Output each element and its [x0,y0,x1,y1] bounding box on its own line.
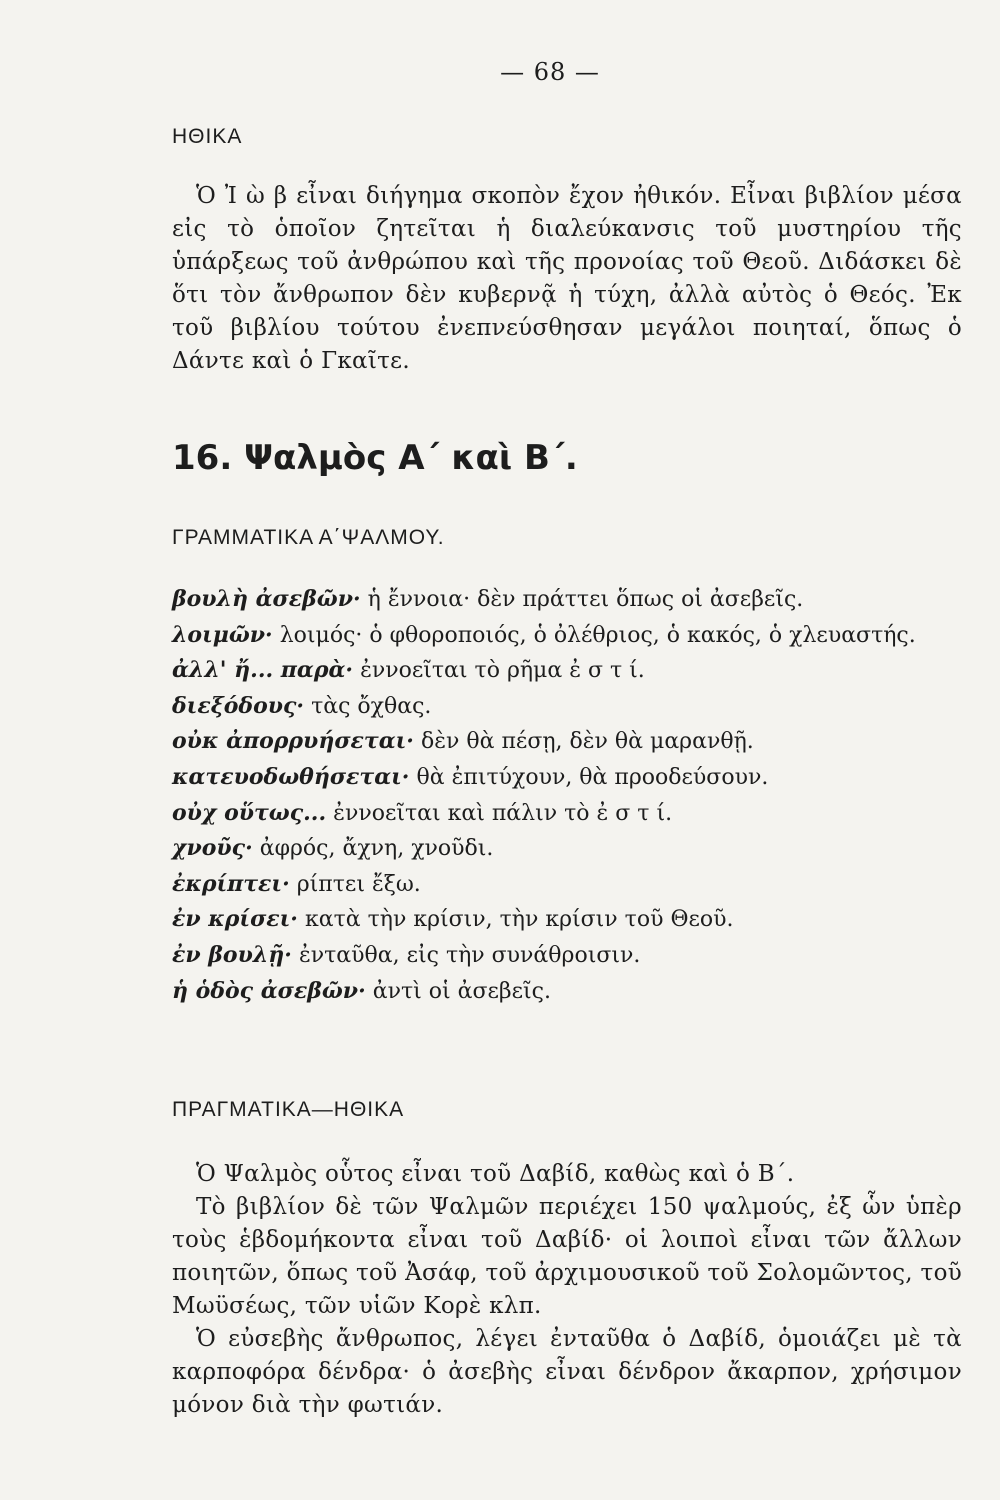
glossary-entry [172,618,962,654]
glossary-definition: ἐννοεῖται καὶ πάλιν τὸ ἐ σ τ ί. [333,800,673,826]
glossary-definition: κατὰ τὴν κρίσιν, τὴν κρίσιν τοῦ Θεοῦ. [304,907,734,933]
pragmatika-paragraph: Ὁ Ψαλμὸς οὗτος εἶναι τοῦ Δαβίδ, καθὼς καὶ ὁ Β΄. [196,1161,795,1187]
glossary-term: οὐχ οὕτως... [172,799,327,826]
ethika-text: Ὁ Ἰ ὼ β εἶναι διήγημα σκοπὸν ἔχον ἠθικόν. Εἶναι βιβλίον μέσα εἰς τὸ ὁποῖον ζητεῖται ἡ διαλεύκανσις τοῦ μυστηρίου τῆς ὑπάρξεως τοῦ ἀνθρώπου καὶ τῆς προνοίας τοῦ Θεοῦ. Διδάσκει δὲ ὅτι τὸν ἄνθρωπον δὲν κυβερνᾷ ἡ τύχη, ἀλλὰ αὐτὸς ὁ Θεός. Ἐκ τοῦ βιβλίου τούτου ἐνεπνεύσθησαν μεγάλοι ποιηταί, ὅπως ὁ Δάντε καὶ ὁ Γκαῖτε. [172,183,962,374]
glossary-entry [172,867,962,903]
glossary-term: ἀλλ' ἤ... παρὰ· [172,657,354,684]
glossary-entry [172,582,962,618]
glossary-term: βουλὴ ἀσεβῶν· [172,586,361,612]
glossary-definition: ἀφρός, ἄχνη, χνοῦδι. [259,836,494,862]
glossary-term: ἐν βουλῇ· [172,941,292,968]
glossary-term: κατευοδωθήσεται· [172,763,410,790]
glossary-definition: ἐνταῦθα, εἰς τὴν συνάθροισιν. [298,942,641,968]
glossary-term: ἐκρίπτει· [172,870,290,897]
glossary-entry [172,653,962,689]
glossary-term: ἡ ὁδὸς ἀσεβῶν· [172,977,366,1004]
glossary [172,582,962,1009]
glossary-entry [172,938,962,974]
pragmatika-paragraph: Ὁ εὐσεβὴς ἄνθρωπος, λέγει ἐνταῦθα ὁ Δαβίδ, ὁμοιάζει μὲ τὰ καρποφόρα δένδρα· ὁ ἀσεβὴς εἶναι δένδρον ἄκαρπον, χρήσιμον μόνον διὰ τὴν φωτιάν. [172,1326,962,1418]
pragmatika-paragraphs [172,1158,962,1422]
glossary-definition: ἀντὶ οἱ ἀσεβεῖς. [372,978,551,1004]
glossary-definition: λοιμός· ὁ φθοροποιός, ὁ ὀλέθριος, ὁ κακός, ὁ χλευαστής. [279,622,916,648]
glossary-definition: ἐννοεῖται τὸ ρῆμα ἐ σ τ ί. [360,658,645,684]
glossary-entry [172,902,962,938]
glossary-definition: ἡ ἔννοια· δὲν πράττει ὅπως οἱ ἀσεβεῖς. [367,587,804,612]
glossary-entry [172,796,962,832]
glossary-definition: τὰς ὄχθας. [311,693,432,719]
glossary-definition: ρίπτει ἔξω. [296,871,421,897]
glossary-term: λοιμῶν· [172,621,273,648]
pragmatika-paragraph: Τὸ βιβλίον δὲ τῶν Ψαλμῶν περιέχει 150 ψαλμούς, ἐξ ὧν ὑπὲρ τοὺς ἑβδομήκοντα εἶναι τοῦ Δαβίδ· οἱ λοιποὶ εἶναι τῶν ἄλλων ποιητῶν, ὅπως τοῦ Ἀσάφ, τοῦ ἀρχιμουσικοῦ τοῦ Σολομῶντος, τοῦ Μωϋσέως, τῶν υἱῶν Κορὲ κλπ. [172,1194,962,1319]
grammatika-heading: ΓΡΑΜΜΑΤΙΚΑ Α΄ΨΑΛΜΟΥ. [172,526,445,549]
glossary-term: διεξόδους· [172,692,305,719]
chapter-title: 16. Ψαλμὸς Α΄ καὶ Β΄. [172,438,578,478]
glossary-entry [172,974,962,1010]
ethika-paragraph [172,180,962,378]
glossary-entry [172,724,962,760]
glossary-term: οὐκ ἀπορρυήσεται· [172,728,414,755]
glossary-entry [172,831,962,867]
page-number: — 68 — [500,58,600,86]
ethika-heading: ΗΘΙΚΑ [172,125,243,148]
glossary-definition: δὲν θὰ πέσῃ, δὲν θὰ μαρανθῇ. [420,729,754,755]
glossary-entry [172,760,962,796]
glossary-term: ἐν κρίσει· [172,906,298,933]
glossary-definition: θὰ ἐπιτύχουν, θὰ προοδεύσουν. [416,764,769,790]
pragmatika-heading: ΠΡΑΓΜΑΤΙΚΑ—ΗΘΙΚΑ [172,1098,405,1121]
glossary-entry [172,689,962,725]
glossary-term: χνοῦς· [172,835,253,862]
